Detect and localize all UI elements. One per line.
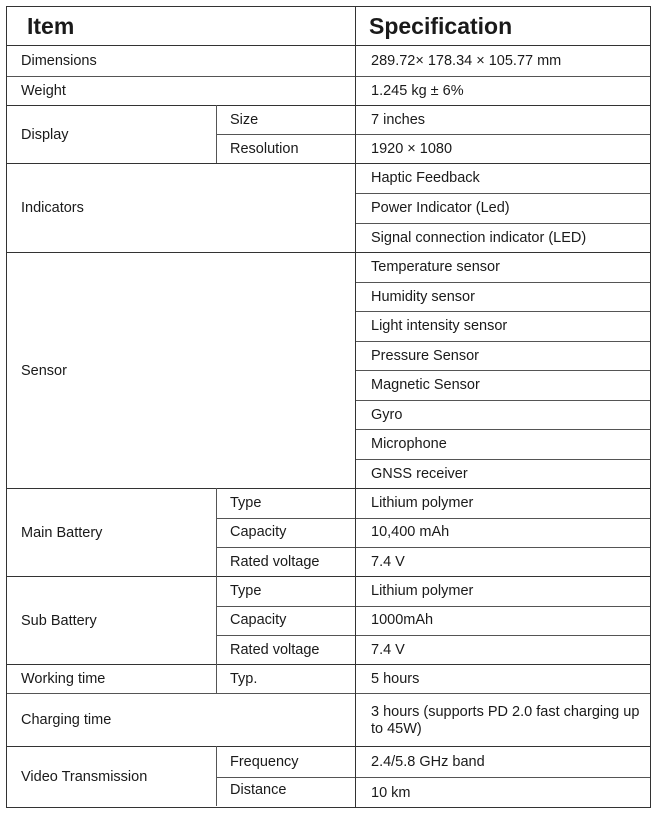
divider [7,105,650,106]
main-battery-type-label: Type [230,495,262,512]
divider [216,606,650,607]
weight-value: 1.245 kg ± 6% [371,83,464,99]
display-resolution-label: Resolution [230,141,299,157]
display-size-label: Size [230,112,259,128]
divider [216,488,217,694]
working-time-label: Working time [21,671,106,687]
divider [7,576,650,577]
sensor-item: Magnetic Sensor [371,377,480,394]
divider [355,193,650,194]
indicator-item: Signal connection indicator (LED) [371,229,587,246]
main-battery-type-value: Lithium polymer [371,495,474,512]
divider [355,282,650,283]
divider [355,370,650,371]
main-battery-capacity-label: Capacity [230,524,287,541]
divider [7,488,650,489]
divider [7,163,650,164]
sensor-label: Sensor [21,362,67,379]
header-specification: Specification [369,12,513,39]
divider [355,7,356,807]
sensor-item: GNSS receiver [371,465,468,482]
main-battery-voltage-value: 7.4 V [371,553,405,570]
indicators-label: Indicators [21,200,84,216]
divider [216,746,217,806]
display-size-value: 7 inches [371,112,426,128]
divider [216,547,650,548]
video-distance-label: Distance [230,782,287,798]
video-transmission-label: Video Transmission [21,769,148,785]
divider [7,693,650,694]
divider [355,223,650,224]
divider [216,777,650,778]
display-resolution-value: 1920 × 1080 [371,141,453,157]
charging-time-label: Charging time [21,712,112,728]
charging-time-value: 3 hours (supports PD 2.0 fast charging up to 45W) [371,703,640,737]
divider [216,134,650,135]
divider [355,341,650,342]
dimensions-value: 289.72× 178.34 × 105.77 mm [371,53,562,69]
divider [216,635,650,636]
main-battery-capacity-value: 10,400 mAh [371,524,450,541]
dimensions-label: Dimensions [21,53,97,69]
divider [7,746,650,747]
divider [355,400,650,401]
divider [7,45,650,46]
sensor-item: Light intensity sensor [371,318,508,335]
sensor-item: Pressure Sensor [371,347,479,364]
sub-battery-type-label: Type [230,583,262,600]
indicator-item: Power Indicator (Led) [371,200,510,217]
main-battery-label: Main Battery [21,524,103,541]
divider [7,664,650,665]
video-distance-value: 10 km [371,784,411,801]
video-frequency-value: 2.4/5.8 GHz band [371,754,485,770]
divider [355,429,650,430]
video-frequency-label: Frequency [230,754,299,770]
sub-battery-capacity-label: Capacity [230,612,287,629]
divider [216,518,650,519]
weight-label: Weight [21,83,66,99]
sensor-item: Temperature sensor [371,259,500,276]
sensor-item: Gyro [371,406,403,423]
sub-battery-capacity-value: 1000mAh [371,612,434,629]
main-battery-voltage-label: Rated voltage [230,553,320,570]
sub-battery-label: Sub Battery [21,612,97,629]
header-item: Item [27,12,75,39]
sensor-item: Microphone [371,436,447,453]
specification-table [6,6,651,808]
working-time-sub-label: Typ. [230,671,258,687]
indicator-item: Haptic Feedback [371,170,480,187]
divider [7,76,650,77]
sub-battery-voltage-label: Rated voltage [230,641,320,658]
divider [216,105,217,163]
sub-battery-type-value: Lithium polymer [371,583,474,600]
divider [355,311,650,312]
sensor-item: Humidity sensor [371,288,475,305]
sub-battery-voltage-value: 7.4 V [371,641,405,658]
divider [7,252,650,253]
display-label: Display [21,126,69,143]
working-time-value: 5 hours [371,671,420,687]
divider [355,459,650,460]
